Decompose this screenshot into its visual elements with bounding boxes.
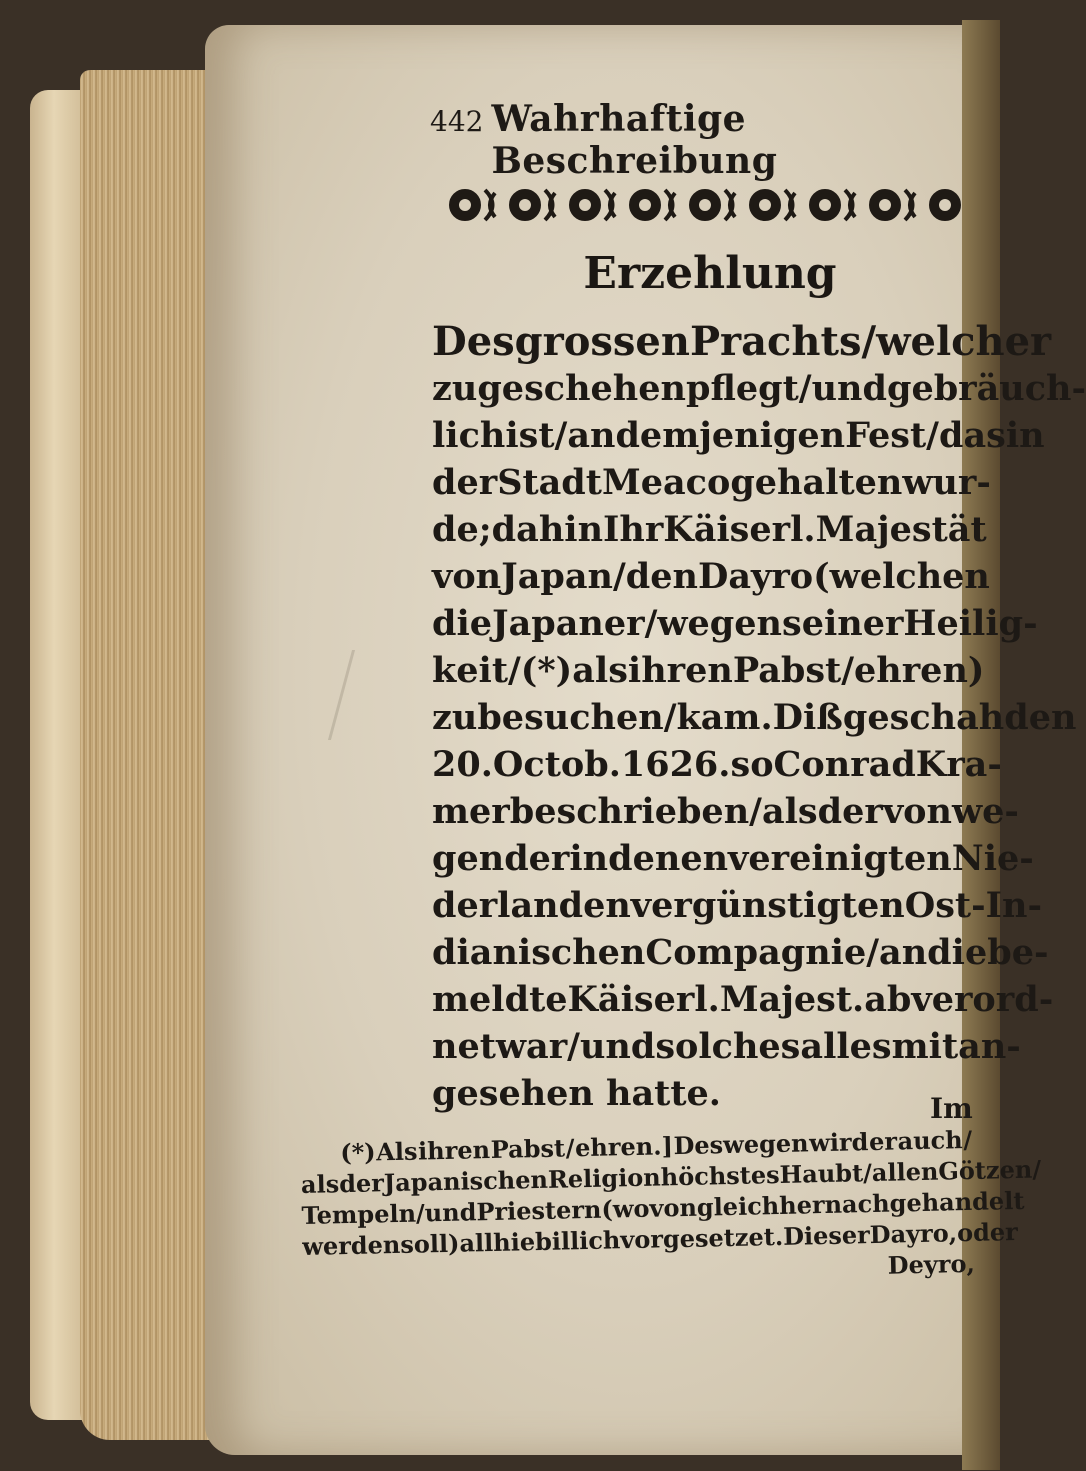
text-line <box>432 741 1002 788</box>
word: / <box>1031 1154 1042 1184</box>
word: mit <box>891 1026 959 1067</box>
text-line <box>432 412 1045 459</box>
word: / <box>861 318 877 365</box>
word: höchstes <box>660 1159 780 1192</box>
footnote <box>300 1124 1042 1293</box>
word: dianischen <box>432 932 646 973</box>
text-line-content <box>432 882 1042 929</box>
footnote-line-content: Deyro, <box>887 1248 976 1280</box>
word: von <box>432 556 502 597</box>
text-line-content <box>432 835 1034 882</box>
word: Japanischen <box>383 1164 549 1198</box>
text-line-content <box>432 365 1086 412</box>
word: Käiserl. <box>663 509 816 550</box>
word: (wovon <box>601 1192 698 1224</box>
word: vergünstigten <box>630 885 905 926</box>
word: ihren <box>627 650 733 691</box>
text-line <box>432 506 987 553</box>
word: der <box>817 791 883 832</box>
word: den <box>625 556 698 597</box>
word: Pabst <box>490 1133 566 1165</box>
word: in <box>1005 415 1045 456</box>
word: wur- <box>902 462 991 503</box>
word: 20. <box>432 744 493 785</box>
word: gen <box>432 838 505 879</box>
word: Als <box>375 1136 418 1167</box>
word: und <box>579 1026 656 1067</box>
word: zu <box>432 368 478 409</box>
word: 1626. <box>620 744 731 785</box>
word: / <box>866 932 880 973</box>
word: an- <box>958 1026 1021 1067</box>
word: Majest. <box>719 979 865 1020</box>
word: Majestät <box>815 509 987 550</box>
word: der <box>504 838 570 879</box>
page-header <box>430 98 950 182</box>
text-line <box>432 1023 1021 1070</box>
word: geschah <box>842 697 1005 738</box>
word: allen <box>871 1156 939 1188</box>
word: geschehen <box>477 368 686 409</box>
word: Des <box>432 318 515 365</box>
word: net <box>432 1026 496 1067</box>
word: wird <box>808 1127 869 1158</box>
ornamental-border <box>430 175 970 235</box>
word: Prachts <box>689 318 862 365</box>
word: / <box>749 791 762 832</box>
text-line-content <box>432 459 991 506</box>
word: / <box>963 1124 973 1155</box>
word: pflegt <box>685 368 799 409</box>
page-number: 442 <box>430 105 484 138</box>
word: Tempeln <box>301 1198 417 1230</box>
word: dahin <box>491 509 604 550</box>
text-line <box>432 835 1034 882</box>
word: den <box>1004 697 1077 738</box>
word: Fest <box>845 415 927 456</box>
word: werden <box>301 1229 401 1261</box>
word: Stadt <box>497 462 602 503</box>
word: gebräuch- <box>886 368 1086 409</box>
word: wegen <box>657 603 782 644</box>
running-title: Wahrhaftige Beschreibung <box>491 98 778 182</box>
word: als <box>761 791 818 832</box>
word: als <box>572 650 628 691</box>
word: / <box>798 368 812 409</box>
word: ist <box>505 415 555 456</box>
word: abverord- <box>864 979 1054 1020</box>
word: billich <box>534 1225 621 1257</box>
word: / <box>862 1158 873 1188</box>
text-line <box>432 365 1086 412</box>
word: lich <box>432 415 506 456</box>
text-line-content <box>432 647 985 694</box>
word: Pabst <box>732 650 842 691</box>
word: Haubt <box>779 1158 864 1189</box>
text-line <box>432 976 1054 1023</box>
text-line <box>432 929 1049 976</box>
word: und <box>424 1197 477 1228</box>
word: die <box>432 603 493 644</box>
word: vereinigten <box>728 838 952 879</box>
word: Deswegen <box>673 1128 809 1161</box>
word: meldte <box>432 979 568 1020</box>
word: auch <box>897 1125 963 1156</box>
word: / <box>841 650 855 691</box>
word: / <box>612 556 626 597</box>
text-line-content <box>432 318 1052 365</box>
word: Japaner <box>492 603 645 644</box>
word: Dayro <box>697 556 814 597</box>
word: (*) <box>520 650 573 691</box>
word: Götzen <box>938 1154 1033 1186</box>
word: von <box>882 791 952 832</box>
text-line <box>432 459 991 506</box>
text-line-content <box>432 788 1019 835</box>
word: ehren.] <box>574 1131 674 1163</box>
word: welcher <box>876 318 1052 365</box>
word: so <box>730 744 774 785</box>
text-line-content <box>432 741 1002 788</box>
text-line-content: gesehen hatte. <box>432 1073 721 1114</box>
word: kam. <box>676 697 773 738</box>
text-line <box>432 694 1077 741</box>
word: / <box>565 1133 575 1163</box>
text-line <box>432 553 990 600</box>
word: mer <box>432 791 510 832</box>
word: Käiserl. <box>567 979 720 1020</box>
word: demjenigen <box>615 415 846 456</box>
word: Conrad <box>773 744 916 785</box>
word: / <box>415 1198 426 1228</box>
word: / <box>567 1026 580 1067</box>
word: war <box>495 1026 568 1067</box>
word: Dieser <box>782 1220 871 1251</box>
word: der <box>432 462 498 503</box>
text-line-content <box>432 929 1049 976</box>
word: keit <box>432 650 508 691</box>
word: be- <box>987 932 1049 973</box>
word: gehandelt <box>889 1185 1025 1218</box>
word: als <box>300 1169 340 1199</box>
text-line-content <box>432 694 1077 741</box>
word: derlanden <box>432 885 631 926</box>
text-line-content <box>432 976 1054 1023</box>
word: / <box>554 415 568 456</box>
word: Diß <box>772 697 843 738</box>
word: er <box>868 1126 898 1157</box>
word: (welchen <box>813 556 990 597</box>
text-line-content <box>432 506 987 553</box>
text-line-content <box>432 600 1038 647</box>
word: / <box>644 603 658 644</box>
word: an <box>879 932 928 973</box>
text-line <box>432 647 985 694</box>
text-line <box>432 882 1042 929</box>
word: ihren <box>417 1135 491 1166</box>
word: / <box>507 650 521 691</box>
word: ehren) <box>854 650 985 691</box>
section-heading: Erzehlung <box>583 248 837 299</box>
word: de <box>432 509 479 550</box>
word: we- <box>951 791 1019 832</box>
word: beschrieben <box>509 791 750 832</box>
word: und <box>811 368 887 409</box>
word: / <box>663 697 677 738</box>
word: das <box>938 415 1006 456</box>
word: Dayro, <box>869 1218 958 1250</box>
word: seiner <box>781 603 904 644</box>
word: / <box>926 415 939 456</box>
word: vorgesetzet. <box>620 1221 784 1255</box>
word: an <box>567 415 616 456</box>
text-line-content <box>432 553 990 600</box>
word: die <box>927 932 988 973</box>
word: zubesuchen <box>432 697 664 738</box>
word: (*) <box>340 1137 376 1168</box>
word: Priestern <box>476 1194 602 1227</box>
word: Religion <box>547 1162 662 1194</box>
word: Heilig- <box>903 603 1038 644</box>
word: Nie- <box>951 838 1034 879</box>
word: Ost-In- <box>904 885 1042 926</box>
word: soll) <box>400 1228 460 1259</box>
text-line <box>432 318 1052 365</box>
word: Meaco <box>601 462 731 503</box>
text-line-content <box>432 1023 1021 1070</box>
word: gleich <box>696 1190 780 1222</box>
word: alles <box>800 1026 892 1067</box>
word: Ihr <box>603 509 664 550</box>
word: grossen <box>514 318 690 365</box>
word: in <box>569 838 609 879</box>
word: gehalten <box>730 462 903 503</box>
word: Kra- <box>915 744 1002 785</box>
word: Octob. <box>492 744 621 785</box>
word: denen <box>608 838 729 879</box>
word: Compagnie <box>645 932 867 973</box>
word: ; <box>478 509 492 550</box>
text-line <box>432 1070 972 1117</box>
word: hernach <box>778 1188 890 1220</box>
catchword: Im <box>930 1092 973 1125</box>
word: solches <box>655 1026 801 1067</box>
body-text <box>432 318 1086 1117</box>
text-line-content <box>432 412 1045 459</box>
word: der <box>338 1168 385 1199</box>
text-line <box>432 600 1038 647</box>
text-line <box>432 788 1019 835</box>
word: allhie <box>459 1227 536 1258</box>
word: Japan <box>501 556 613 597</box>
word: oder <box>956 1216 1019 1248</box>
